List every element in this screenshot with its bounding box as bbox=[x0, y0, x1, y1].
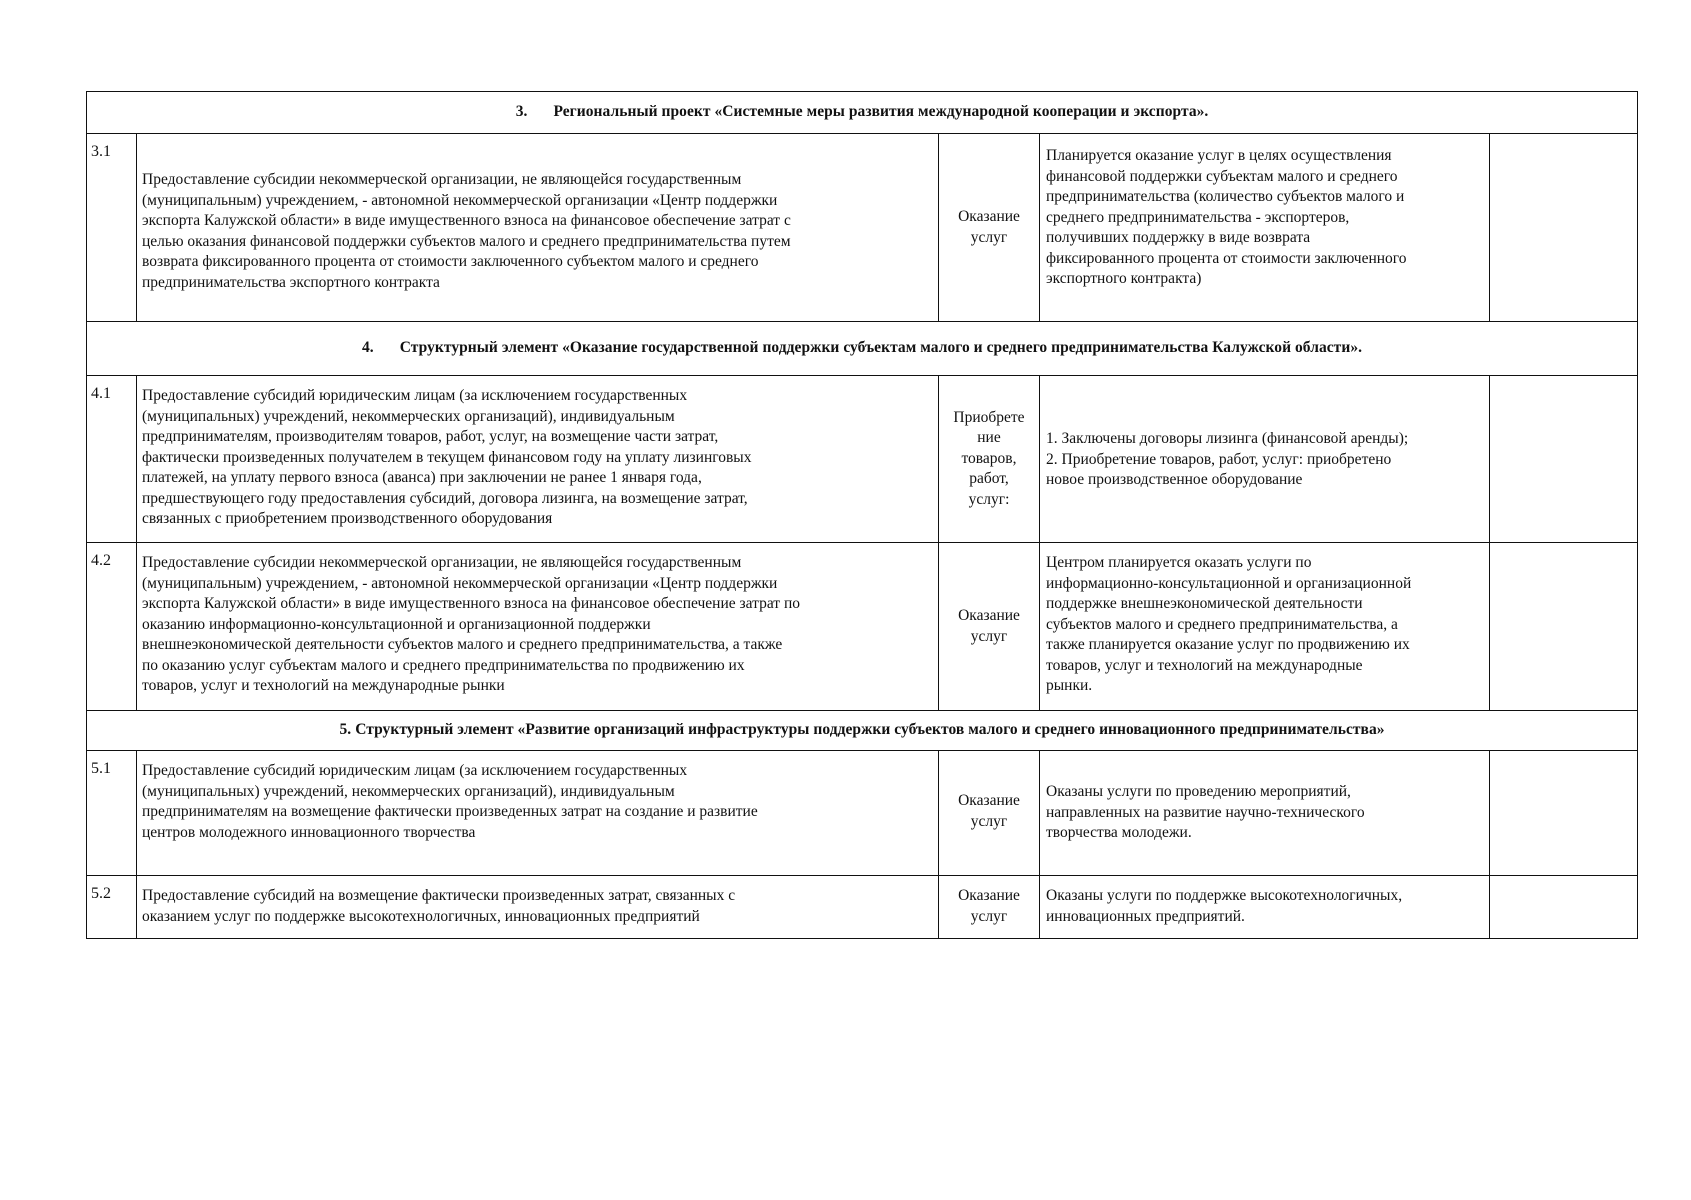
row-result: Планируется оказание услуг в целях осуществления финансовой поддержки субъектам малого и среднего предпринимательства (количество субъектов малого и среднего предпринимательства - экспортеров, получивших поддержку в виде возврата фиксированного процента от стоимости заключенного экспортного контракта) bbox=[1040, 134, 1490, 322]
row-empty-cell bbox=[1490, 876, 1638, 939]
section-number: 5. bbox=[339, 721, 352, 739]
row-result: 1. Заключены договоры лизинга (финансовой аренды); 2. Приобретение товаров, работ, услуг: приобретено новое производственное оборудование bbox=[1040, 376, 1490, 543]
row-type: Приобрете ние товаров, работ, услуг: bbox=[939, 376, 1040, 543]
row-empty-cell bbox=[1490, 134, 1638, 322]
row-empty-cell bbox=[1490, 376, 1638, 543]
row-number: 5.1 bbox=[87, 751, 137, 876]
section-number: 4. bbox=[361, 339, 374, 357]
row-description: Предоставление субсидий на возмещение фактически произведенных затрат, связанных с оказанием услуг по поддержке высокотехнологичных, инновационных предприятий bbox=[137, 876, 939, 939]
row-type: Оказание услуг bbox=[939, 751, 1040, 876]
row-description: Предоставление субсидий юридическим лицам (за исключением государственных (муниципальных) учреждений, некоммерческих организаций), индивидуальным предпринимателям на возмещение фактически произведенных затрат на создание и развитие центров молодежного инновационного творчества bbox=[137, 751, 939, 876]
section-header-4 bbox=[87, 322, 1638, 376]
row-result: Оказаны услуги по проведению мероприятий, направленных на развитие научно-технического творчества молодежи. bbox=[1040, 751, 1490, 876]
row-empty-cell bbox=[1490, 751, 1638, 876]
section-header-5 bbox=[87, 711, 1638, 751]
section-title-cell bbox=[87, 92, 1638, 134]
table-row bbox=[87, 376, 1638, 543]
row-number: 3.1 bbox=[87, 134, 137, 322]
row-type: Оказание услуг bbox=[939, 876, 1040, 939]
row-result: Оказаны услуги по поддержке высокотехнологичных, инновационных предприятий. bbox=[1040, 876, 1490, 939]
section-title-cell bbox=[87, 711, 1638, 751]
table-row bbox=[87, 543, 1638, 711]
row-description: Предоставление субсидий юридическим лицам (за исключением государственных (муниципальных) учреждений, некоммерческих организаций), индивидуальным предпринимателям, производителям товаров, работ, услуг, на возмещение части затрат, фактически произведенных получателем в текущем финансовом году на уплату лизинговых платежей, на уплату первого взноса (аванса) при заключении не ранее 1 января года, предшествующего году предоставления субсидий, договора лизинга, на возмещение затрат, связанных с приобретением производственного оборудования bbox=[137, 376, 939, 543]
row-number: 5.2 bbox=[87, 876, 137, 939]
row-description: Предоставление субсидии некоммерческой организации, не являющейся государственным (муниципальным) учреждением, - автономной некоммерческой организации «Центр поддержки экспорта Калужской области» в виде имущественного взноса на финансовое обеспечение затрат по оказанию информационно-консультационной и организационной поддержки внешнеэкономической деятельности субъектов малого и среднего предпринимательства, а также по оказанию услуг субъектам малого и среднего предпринимательства по продвижению их товаров, услуг и технологий на международные рынки bbox=[137, 543, 939, 711]
row-number: 4.1 bbox=[87, 376, 137, 543]
table-row bbox=[87, 751, 1638, 876]
section-title-cell bbox=[87, 322, 1638, 376]
row-number: 4.2 bbox=[87, 543, 137, 711]
row-type: Оказание услуг bbox=[939, 134, 1040, 322]
section-number: 3. bbox=[515, 103, 528, 121]
row-result: Центром планируется оказать услуги по информационно-консультационной и организационной поддержке внешнеэкономической деятельности субъектов малого и среднего предпринимательства, а также планируется оказание услуг по продвижению их товаров, услуг и технологий на международные рынки. bbox=[1040, 543, 1490, 711]
section-title: Структурный элемент «Оказание государственной поддержки субъектам малого и среднего предпринимательства Калужской области». bbox=[399, 339, 1363, 357]
row-empty-cell bbox=[1490, 543, 1638, 711]
section-title: Региональный проект «Системные меры развития международной кооперации и экспорта». bbox=[553, 103, 1209, 121]
row-type: Оказание услуг bbox=[939, 543, 1040, 711]
section-title: Структурный элемент «Развитие организаций инфраструктуры поддержки субъектов малого и среднего инновационного предпринимательства» bbox=[355, 721, 1385, 739]
table-row bbox=[87, 876, 1638, 939]
table-row bbox=[87, 134, 1638, 322]
measures-table bbox=[86, 91, 1638, 939]
section-header-3 bbox=[87, 92, 1638, 134]
row-description: Предоставление субсидии некоммерческой организации, не являющейся государственным (муниципальным) учреждением, - автономной некоммерческой организации «Центр поддержки экспорта Калужской области» в виде имущественного взноса на финансовое обеспечение затрат с целью оказания финансовой поддержки субъектов малого и среднего предпринимательства путем возврата фиксированного процента от стоимости заключенного субъектом малого и среднего предпринимательства экспортного контракта bbox=[137, 134, 939, 322]
